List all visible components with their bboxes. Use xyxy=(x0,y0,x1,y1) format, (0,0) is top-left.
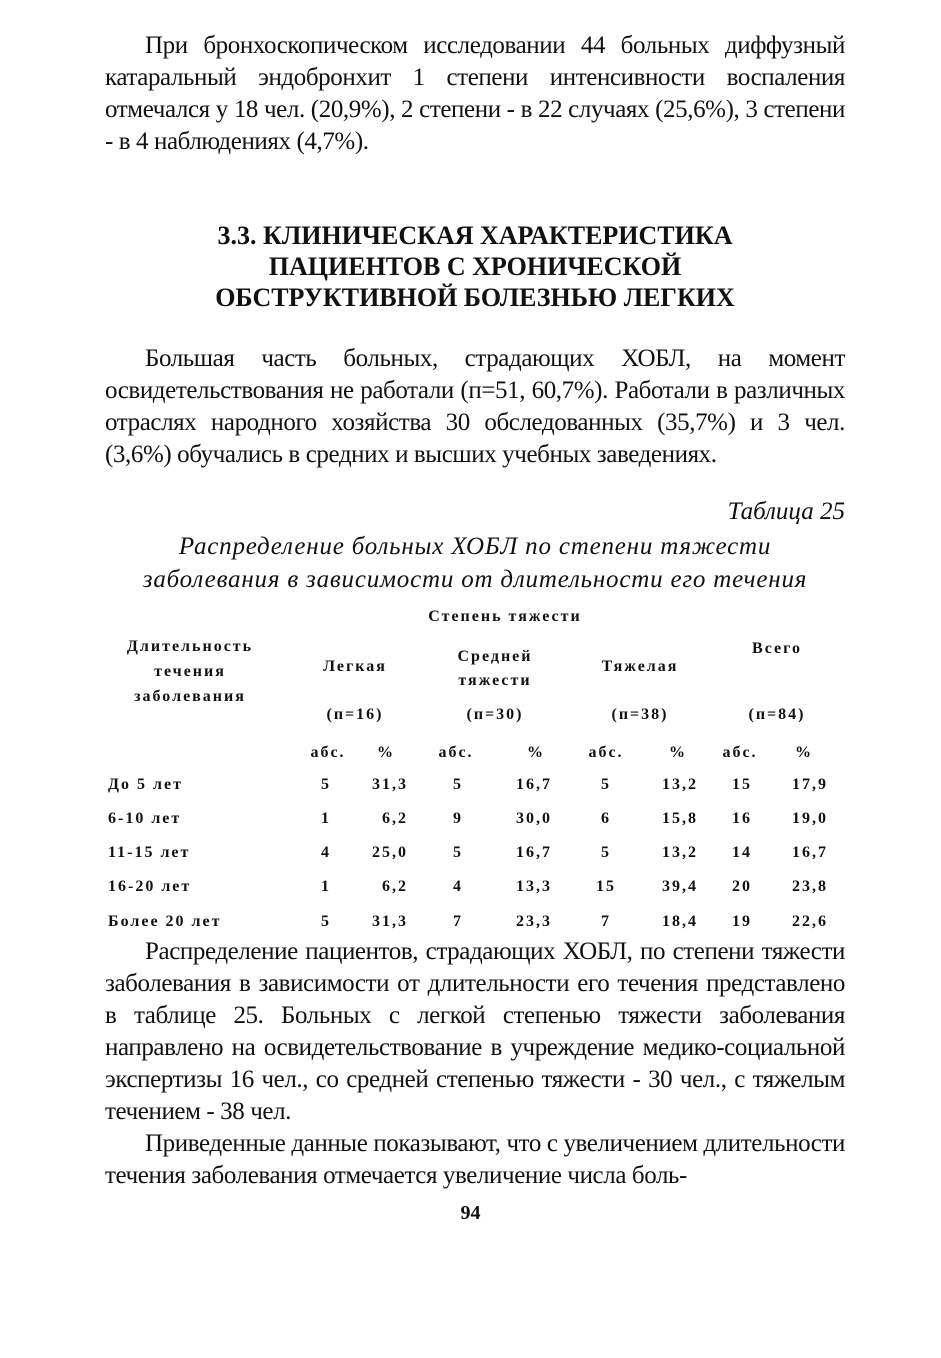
paragraph-employment: Большая часть больных, страдающих ХОБЛ, на момент освидетельствования не работали (п=51, 60,7%). Работали в различных отраслях народного хозяйства 30 обследованных (35,7%) и 3 чел. (3,6%) обучались в средних и высших учебных заведениях. xyxy=(105,345,845,468)
cell-total-abs: 15 xyxy=(732,776,752,793)
paragraph-table-description: Распределение пациентов, страдающих ХОБЛ, по степени тяжести заболевания в зависимости от длительности его течения представлено в таблице 25. Больных с легкой степенью тяжести заболевания направлено на освидетельствование в учреждение медико-социальной экспертизы 16 чел., со средней степенью тяжести - 30 чел., с тяжелым течением - 38 чел. xyxy=(105,938,845,1125)
cell-severe-pct: 13,2 xyxy=(662,844,698,861)
cell-mild-abs: 5 xyxy=(321,776,331,793)
cell-total-abs: 16 xyxy=(732,810,752,827)
cell-total-abs: 19 xyxy=(732,913,752,930)
table-row xyxy=(0,776,941,810)
cell-total-pct: 17,9 xyxy=(792,776,828,793)
row-label: 6-10 лет xyxy=(108,810,182,827)
subheader-pct-total: % xyxy=(795,744,813,761)
cell-total-abs: 20 xyxy=(732,878,752,895)
subheader-pct-mild: % xyxy=(377,744,395,761)
cell-mild-abs: 5 xyxy=(321,913,331,930)
column-n-severe: (п=38) xyxy=(611,706,669,723)
group-header: Степень тяжести xyxy=(428,608,582,625)
cell-moderate-abs: 7 xyxy=(453,913,463,930)
table-number: Таблица 25 xyxy=(727,498,845,525)
cell-severe-abs: 5 xyxy=(601,776,611,793)
duration-header-line-2: течения xyxy=(154,663,226,680)
column-n-mild: (п=16) xyxy=(326,706,384,723)
column-header-moderate-line-1: Средней xyxy=(457,648,533,665)
cell-total-abs: 14 xyxy=(732,844,752,861)
column-header-severe: Тяжелая xyxy=(601,658,679,675)
cell-mild-pct: 6,2 xyxy=(382,810,408,827)
section-heading-line-3: ОБСТРУКТИВНОЙ БОЛЕЗНЬЮ ЛЕГКИХ xyxy=(215,283,735,312)
section-heading-line-1: 3.3. КЛИНИЧЕСКАЯ ХАРАКТЕРИСТИКА xyxy=(217,221,733,250)
table-row xyxy=(0,878,941,912)
cell-moderate-pct: 16,7 xyxy=(516,844,552,861)
page-number: 94 xyxy=(460,1202,481,1224)
cell-moderate-abs: 4 xyxy=(453,878,463,895)
cell-mild-abs: 1 xyxy=(321,878,331,895)
cell-mild-pct: 25,0 xyxy=(372,844,408,861)
column-n-total: (п=84) xyxy=(748,706,806,723)
column-header-total: Всего xyxy=(752,640,802,657)
section-heading xyxy=(105,220,845,313)
subheader-abs-severe: абс. xyxy=(588,744,624,761)
cell-mild-pct: 31,3 xyxy=(372,913,408,930)
cell-severe-pct: 15,8 xyxy=(662,810,698,827)
cell-mild-pct: 6,2 xyxy=(382,878,408,895)
column-n-moderate: (п=30) xyxy=(466,706,524,723)
cell-severe-abs: 15 xyxy=(596,878,616,895)
duration-header-line-3: заболевания xyxy=(134,688,246,705)
cell-severe-abs: 7 xyxy=(601,913,611,930)
subheader-pct-severe: % xyxy=(669,744,687,761)
cell-moderate-pct: 30,0 xyxy=(516,810,552,827)
cell-moderate-pct: 23,3 xyxy=(516,913,552,930)
duration-header-line-1: Длительность xyxy=(126,638,254,655)
subheader-pct-moderate: % xyxy=(527,744,545,761)
paragraph-conclusion: Приведенные данные показывают, что с увеличением длительности течения заболевания отмечается увеличение числа боль- xyxy=(105,1130,845,1189)
row-label: До 5 лет xyxy=(108,776,183,793)
table-caption-line-1: Распределение больных ХОБЛ по степени тяжести xyxy=(178,533,772,560)
column-header-moderate-line-2: тяжести xyxy=(458,672,532,689)
cell-total-pct: 23,8 xyxy=(792,878,828,895)
cell-severe-pct: 39,4 xyxy=(662,878,698,895)
cell-mild-pct: 31,3 xyxy=(372,776,408,793)
row-label: 16-20 лет xyxy=(108,878,192,895)
row-label: 11-15 лет xyxy=(108,844,191,861)
cell-moderate-abs: 5 xyxy=(453,776,463,793)
cell-severe-pct: 13,2 xyxy=(662,776,698,793)
table-row xyxy=(0,810,941,844)
column-header-moderate xyxy=(440,645,550,693)
cell-moderate-abs: 9 xyxy=(453,810,463,827)
column-header-mild: Легкая xyxy=(323,658,387,675)
cell-total-pct: 19,0 xyxy=(792,810,828,827)
duration-header xyxy=(100,634,280,709)
cell-severe-pct: 18,4 xyxy=(662,913,698,930)
cell-moderate-abs: 5 xyxy=(453,844,463,861)
cell-moderate-pct: 16,7 xyxy=(516,776,552,793)
cell-severe-abs: 6 xyxy=(601,810,611,827)
subheader-abs-mild: абс. xyxy=(310,744,346,761)
cell-severe-abs: 5 xyxy=(601,844,611,861)
cell-mild-abs: 1 xyxy=(321,810,331,827)
cell-moderate-pct: 13,3 xyxy=(516,878,552,895)
cell-total-pct: 16,7 xyxy=(792,844,828,861)
subheader-abs-moderate: абс. xyxy=(438,744,474,761)
cell-total-pct: 22,6 xyxy=(792,913,828,930)
paragraph-bronchoscopy: При бронхоскопическом исследовании 44 больных диффузный катаральный эндобронхит 1 степени интенсивности воспаления отмечался у 18 чел. (20,9%), 2 степени - в 22 случаях (25,6%), 3 степени - в 4 наблюдениях (4,7%). xyxy=(105,32,845,155)
section-heading-line-2: ПАЦИЕНТОВ С ХРОНИЧЕСКОЙ xyxy=(268,252,682,281)
row-label: Более 20 лет xyxy=(108,913,222,930)
table-caption-line-2: заболевания в зависимости от длительности его течения xyxy=(142,566,808,593)
cell-mild-abs: 4 xyxy=(321,844,331,861)
table-caption xyxy=(105,530,845,596)
subheader-abs-total: абс. xyxy=(722,744,758,761)
table-row xyxy=(0,844,941,878)
